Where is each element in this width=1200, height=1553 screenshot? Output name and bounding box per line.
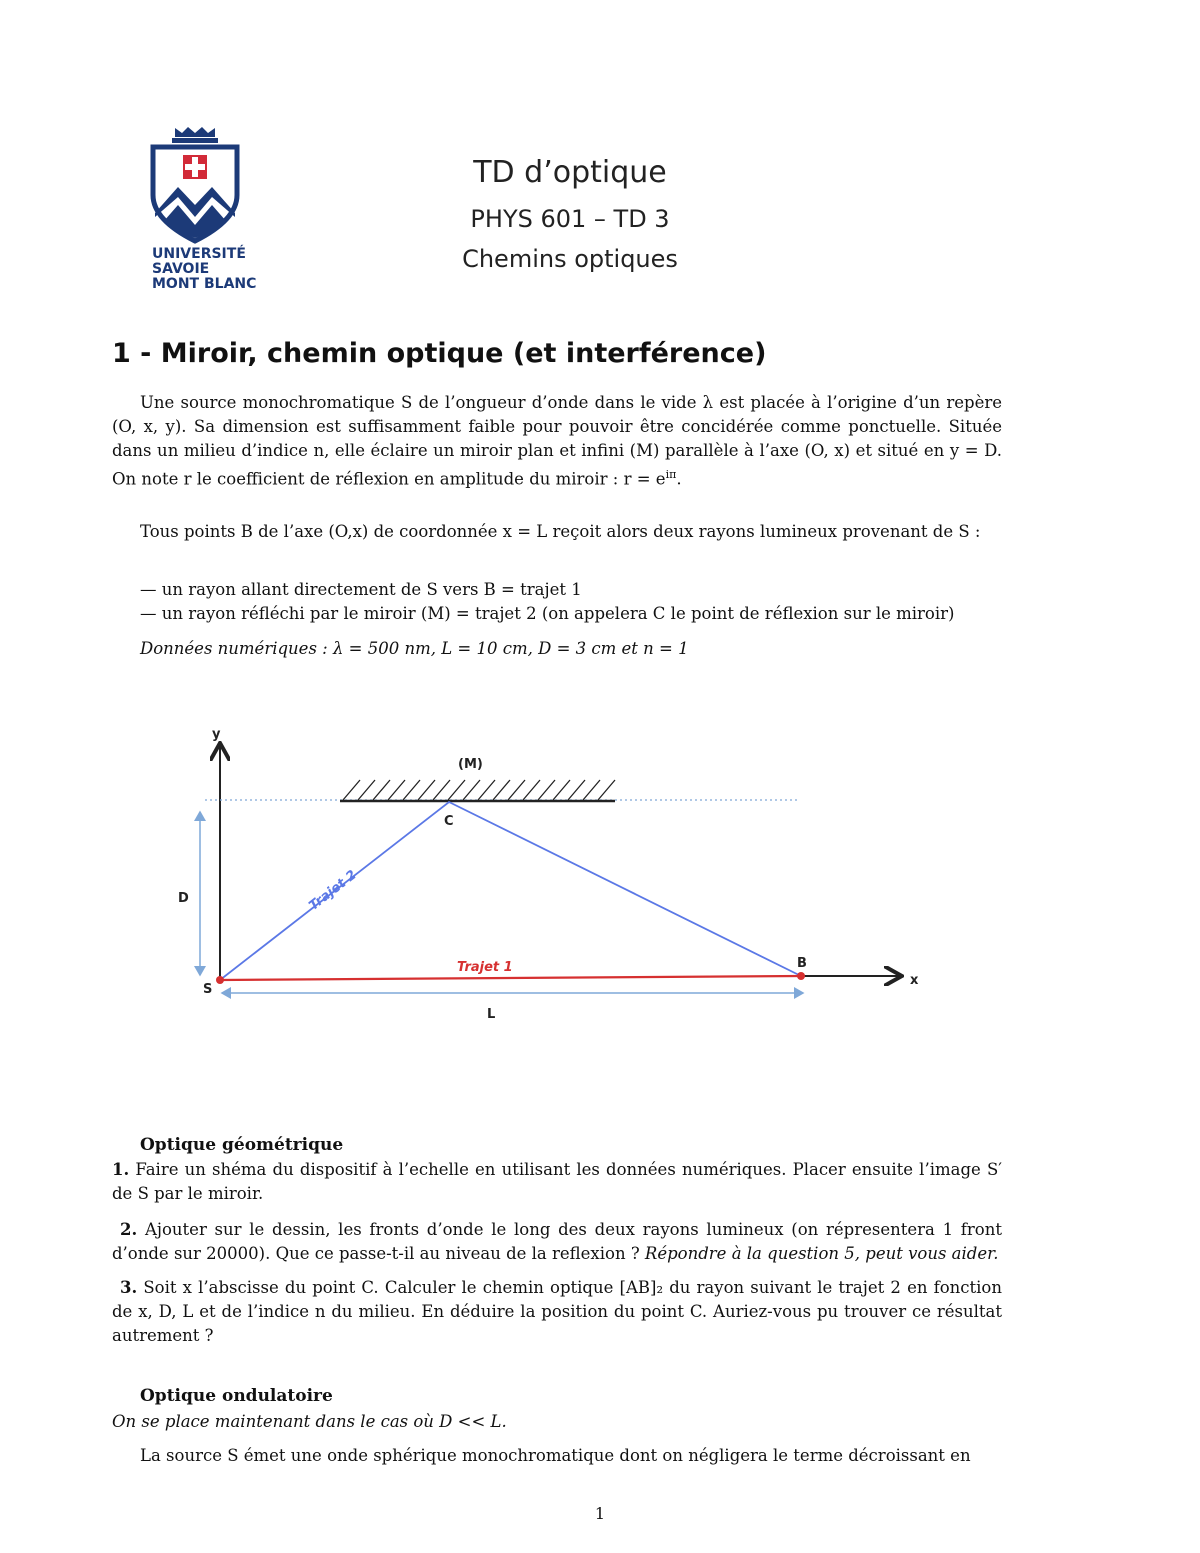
logo-text: [152, 247, 256, 292]
mirror-label: (M): [458, 757, 483, 772]
course-code: PHYS 601 – TD 3: [470, 205, 670, 233]
question-1: [112, 1158, 1002, 1206]
mirror-hatching: [343, 780, 615, 800]
trajet-2-label: Trajet 2: [306, 867, 360, 914]
intro-end: .: [676, 469, 682, 489]
mirror-diagram: [0, 700, 1200, 1040]
trajet-2-ray: [220, 802, 801, 980]
x-axis-label: x: [910, 973, 919, 988]
bullet-list: [140, 578, 1010, 626]
bullet-item-2: — un rayon réfléchi par le miroir (M) = trajet 2 (on appelera C le point de réflexion sur le miroir): [140, 604, 955, 623]
y-axis-label: y: [212, 727, 221, 742]
question-3: [112, 1276, 1002, 1348]
logo-line-2: SAVOIE: [152, 261, 210, 277]
geometric-heading: Optique géométrique: [140, 1135, 344, 1155]
intro-exponent: iπ: [665, 468, 677, 481]
question-3-number: 3.: [120, 1278, 138, 1297]
section-heading: 1 - Miroir, chemin optique (et interférence): [112, 338, 767, 369]
trajet-1-label: Trajet 1: [457, 960, 513, 975]
question-2-number: 2.: [120, 1220, 138, 1239]
dimension-L-label: L: [487, 1007, 496, 1022]
bullet-item-1: — un rayon allant directement de S vers B = trajet 1: [140, 580, 582, 599]
document-subtitle: Chemins optiques: [462, 245, 678, 273]
paragraph-2: Tous points B de l’axe (O,x) de coordonnée x = L reçoit alors deux rayons lumineux provenant de S :: [140, 522, 981, 541]
university-logo: [150, 125, 270, 300]
question-2-text: Ajouter sur le dessin, les fronts d’onde le long des deux rayons lumineux (on répresentera 1 front d’onde sur 20000). Que ce passe-t-il au niveau de la reflexion ?: [112, 1220, 1002, 1263]
logo-shield-icon: [150, 125, 240, 245]
dimension-D-label: D: [178, 891, 189, 906]
question-2-hint: Répondre à la question 5, peut vous aider.: [644, 1244, 999, 1263]
page-number: 1: [594, 1504, 606, 1523]
point-B: [797, 972, 805, 980]
point-S: [216, 976, 224, 984]
trajet-1-ray: [220, 976, 801, 980]
intro-text: Une source monochromatique S de l’ongueur d’onde dans le vide λ est placée à l’origine d’un repère (O, x, y). Sa dimension est suffisamment faible pour pouvoir être concidérée comme ponctuelle. Située dans un milieu d’indice n, elle éclaire un miroir plan et infini (M) parallèle à l’axe (O, x) et situé en y = D. On note r le coefficient de réflexion en amplitude du miroir : r = e: [112, 393, 1002, 489]
point-C-label: C: [444, 814, 454, 829]
point-B-label: B: [797, 956, 807, 971]
logo-line-3: MONT BLANC: [152, 276, 257, 292]
question-3-text: Soit x l’abscisse du point C. Calculer le chemin optique [AB]₂ du rayon suivant le trajet 2 en fonction de x, D, L et de l’indice n du milieu. En déduire la position du point C. Auriez-vous pu trouver ce résultat autrement ?: [112, 1278, 1002, 1345]
wave-line-1: On se place maintenant dans le cas où D << L.: [112, 1412, 507, 1431]
wave-line-2: La source S émet une onde sphérique monochromatique dont on négligera le terme décroissant en: [140, 1446, 971, 1465]
question-2: [112, 1218, 1002, 1266]
numeric-data: Données numériques : λ = 500 nm, L = 10 cm, D = 3 cm et n = 1: [140, 639, 689, 658]
wave-heading: Optique ondulatoire: [140, 1386, 333, 1406]
point-S-label: S: [203, 982, 213, 997]
logo-line-1: UNIVERSITÉ: [152, 246, 246, 262]
question-1-number: 1.: [112, 1160, 130, 1179]
document-title: TD d’optique: [473, 155, 667, 190]
intro-paragraph: [112, 391, 1002, 492]
question-1-text: Faire un shéma du dispositif à l’echelle en utilisant les données numériques. Placer ensuite l’image S′ de S par le miroir.: [112, 1160, 1002, 1203]
